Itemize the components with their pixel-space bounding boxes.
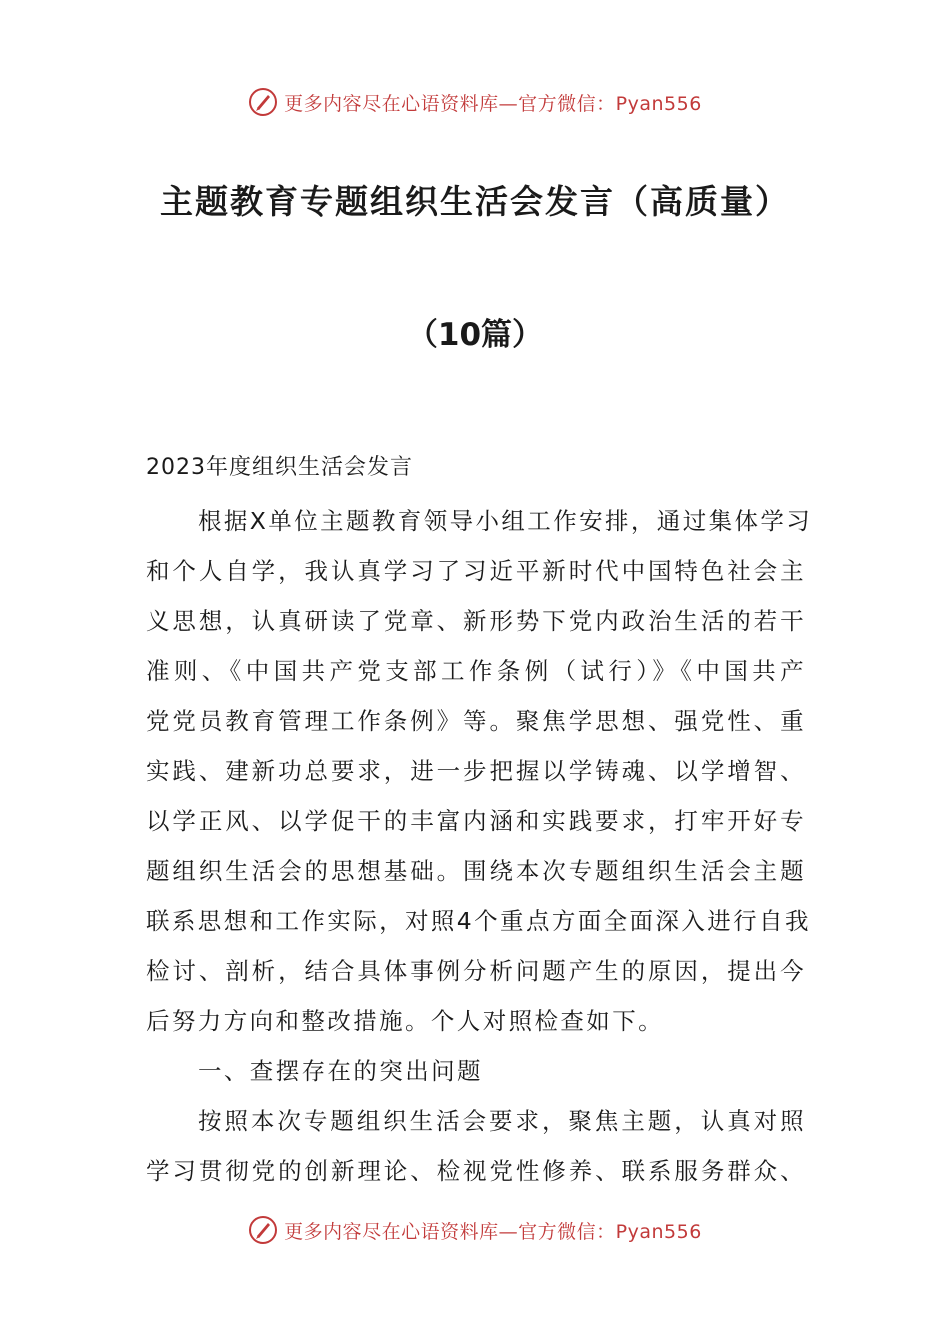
body-line: 后努力方向和整改措施。个人对照检查如下。 — [146, 1007, 664, 1035]
body-line: 党党员教育管理工作条例》等。聚焦学思想、强党性、重 — [146, 707, 806, 735]
quill-pen-logo-icon — [248, 87, 278, 117]
header-watermark-banner — [0, 82, 950, 122]
footer-watermark-banner — [0, 1210, 950, 1250]
body-line: 根据X单位主题教育领导小组工作安排，通过集体学习 — [198, 507, 813, 535]
body-line: 以学正风、以学促干的丰富内涵和实践要求，打牢开好专 — [146, 807, 806, 835]
body-line: 按照本次专题组织生活会要求，聚焦主题，认真对照 — [198, 1107, 806, 1135]
body-line: 题组织生活会的思想基础。围绕本次专题组织生活会主题 — [146, 857, 806, 885]
body-line: 准则、《中国共产党支部工作条例（试行）》《中国共产 — [146, 657, 806, 685]
body-line: 学习贯彻党的创新理论、检视党性修养、联系服务群众、 — [146, 1157, 806, 1185]
body-line: 检讨、剖析，结合具体事例分析问题产生的原因，提出今 — [146, 957, 806, 985]
body-line: 实践、建新功总要求，进一步把握以学铸魂、以学增智、 — [146, 757, 806, 785]
body-line: 和个人自学，我认真学习了习近平新时代中国特色社会主 — [146, 557, 806, 585]
document-title: 主题教育专题组织生活会发言（高质量） — [160, 182, 790, 221]
document-subtitle: （10篇） — [406, 317, 544, 353]
watermark-text: 更多内容尽在心语资料库—官方微信：Pyan556 — [284, 92, 702, 115]
wechat-id: Pyan556 — [615, 1220, 702, 1243]
watermark-text: 更多内容尽在心语资料库—官方微信：Pyan556 — [284, 1220, 702, 1243]
section-label: 2023年度组织生活会发言 — [146, 455, 413, 480]
wechat-id: Pyan556 — [615, 92, 702, 115]
body-line: 联系思想和工作实际，对照4个重点方面全面深入进行自我 — [146, 907, 811, 935]
section-heading: 一、查摆存在的突出问题 — [198, 1057, 483, 1085]
body-line: 义思想，认真研读了党章、新形势下党内政治生活的若干 — [146, 607, 806, 635]
quill-pen-logo-icon — [248, 1215, 278, 1245]
